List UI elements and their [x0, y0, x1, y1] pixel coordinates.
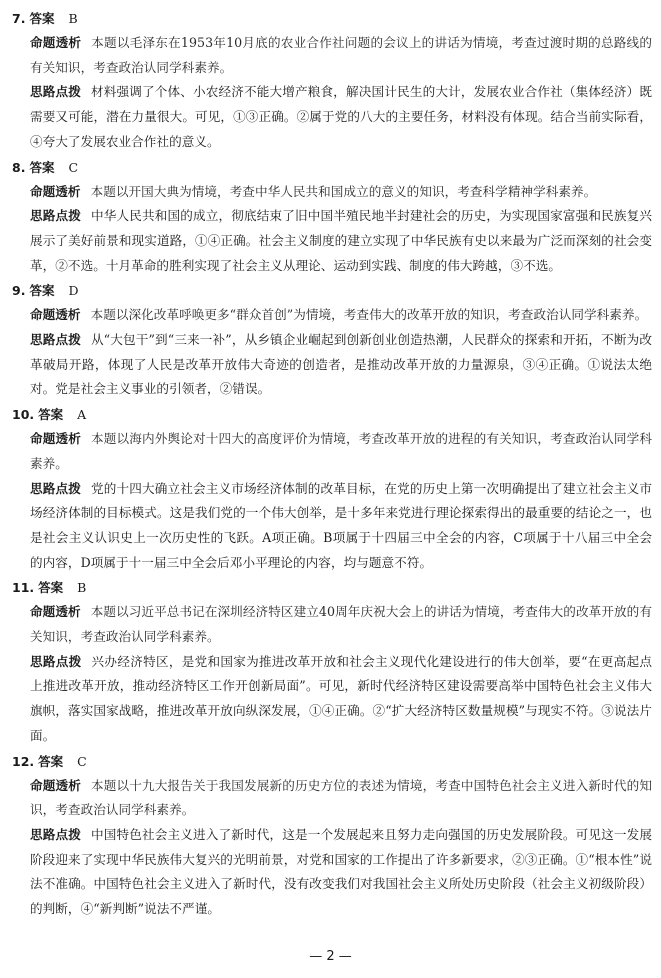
question-block — [12, 749, 652, 922]
answer-value: C — [77, 753, 87, 769]
analysis-text: 本题以海内外舆论对十四大的高度评价为情境，考查改革开放的进程的有关知识，考查政治认同学科素养。 — [30, 431, 653, 471]
answer-label: 答案 — [38, 580, 64, 596]
answer-label: 答案 — [38, 407, 64, 423]
question-block — [12, 575, 652, 748]
tips-label: 思路点拨 — [30, 84, 82, 100]
answer-value: A — [77, 407, 87, 423]
tips-text: 从“大包干”到“三来一补”，从乡镇企业崛起到创新创业创造热潮，人民群众的探索和开拓，不断为改革破局开路，体现了人民是改革开放伟大奇迹的创造者，是推动改革开放的力量源泉，③④正确。①说法太绝对。党是社会主义事业的引领者，②错误。 — [30, 332, 652, 397]
question-number: 10. — [12, 407, 35, 423]
tips-label: 思路点拨 — [30, 653, 82, 669]
answer-value: B — [77, 580, 87, 596]
answer-line — [12, 575, 652, 600]
tips-paragraph — [30, 328, 652, 402]
tips-text: 中华人民共和国的成立，彻底结束了旧中国半殖民地半封建社会的历史，为实现国家富强和民族复兴展示了美好前景和现实道路，①④正确。社会主义制度的建立实现了中华民族有史以来最为广泛而深刻的社会变革，②不选。十月革命的胜利实现了社会主义从理论、运动到实践、制度的伟大跨越，③不选。 — [30, 208, 653, 273]
tips-label: 思路点拨 — [30, 332, 81, 348]
analysis-paragraph — [30, 600, 652, 649]
analysis-label: 命题透析 — [30, 35, 82, 50]
answer-line — [12, 402, 652, 427]
analysis-label: 命题透析 — [30, 777, 82, 793]
analysis-text: 本题以毛泽东在1953年10月底的农业合作社问题的会议上的讲话为情境，考查过渡时期的总路线的有关知识，考查政治认同学科素养。 — [30, 35, 653, 75]
tips-paragraph — [30, 823, 652, 922]
answer-label: 答案 — [29, 159, 55, 175]
question-number: 12. — [12, 753, 35, 769]
tips-label: 思路点拨 — [30, 480, 82, 496]
question-number: 11. — [12, 580, 35, 596]
analysis-label: 命题透析 — [30, 431, 82, 447]
question-number: 9. — [12, 283, 26, 299]
answer-line — [12, 278, 652, 303]
tips-label: 思路点拨 — [30, 826, 82, 842]
answer-list — [12, 6, 652, 922]
answer-label: 答案 — [29, 283, 55, 299]
tips-text: 党的十四大确立社会主义市场经济体制的改革目标，在党的历史上第一次明确提出了建立社会主义市场经济体制的目标模式。这是我们党的一个伟大创举，是十多年来党进行理论探索得出的最重要的结论之一，也是社会主义认识史上一次历史性的飞跃。A项正确。B项属于十四届三中全会的内容，C项属于十八届三中全会的内容，D项属于十一届三中全会后邓小平理论的内容，均与题意不符。 — [30, 480, 653, 570]
analysis-paragraph — [30, 31, 652, 80]
answer-line — [12, 749, 652, 774]
tips-paragraph — [30, 650, 652, 749]
answer-value: C — [68, 159, 79, 175]
analysis-text: 本题以开国大典为情境，考查中华人民共和国成立的意义的知识，考查科学精神学科素养。 — [90, 183, 597, 199]
tips-text: 材料强调了个体、小农经济不能大增产粮食，解决国计民生的大计，发展农业合作社（集体经济）既需要又可能，潜在力量很大。可见，①③正确。②属于党的八大的主要任务，材料没有体现。结合当前实际看，④夸大了发展农业合作社的意义。 — [30, 84, 653, 149]
tips-text: 兴办经济特区，是党和国家为推进改革开放和社会主义现代化建设进行的伟大创举，要“在更高起点上推进改革开放，推动经济特区工作开创新局面”。可见，新时代经济特区建设需要高举中国特色社会主义伟大旗帜，落实国家战略，推进改革开放向纵深发展，①④正确。②“扩大经济特区数量规模”与现实不符。③说法片面。 — [30, 653, 653, 743]
answer-value: B — [68, 11, 78, 26]
page-number: — 2 — — [309, 949, 352, 964]
answer-label: 答案 — [29, 11, 55, 26]
tips-paragraph — [30, 80, 652, 154]
analysis-paragraph — [30, 774, 652, 823]
answer-line — [12, 6, 652, 31]
question-block — [12, 278, 652, 402]
tips-text: 中国特色社会主义进入了新时代，这是一个发展起来且努力走向强国的历史发展阶段。可见这一发展阶段迎来了实现中华民族伟大复兴的光明前景，对党和国家的工作提出了许多新要求，②③正确。①“根本性”说法不准确。中国特色社会主义进入了新时代，没有改变我们对我国社会主义所处历史阶段（社会主义初级阶段）的判断，④“新判断”说法不严谨。 — [30, 826, 653, 917]
tips-paragraph — [30, 477, 652, 576]
analysis-paragraph — [30, 180, 652, 205]
answer-line — [12, 155, 652, 180]
analysis-label: 命题透析 — [30, 604, 81, 620]
tips-label: 思路点拨 — [30, 208, 82, 224]
question-block — [12, 155, 652, 279]
tips-paragraph — [30, 204, 652, 278]
analysis-paragraph — [30, 303, 652, 328]
analysis-label: 命题透析 — [30, 183, 81, 199]
answer-label: 答案 — [38, 753, 64, 769]
question-block — [12, 402, 652, 575]
analysis-text: 本题以习近平总书记在深圳经济特区建立40周年庆祝大会上的讲话为情境，考查伟大的改革开放的有关知识，考查政治认同学科素养。 — [30, 604, 652, 645]
analysis-paragraph — [30, 427, 652, 476]
answer-value: D — [68, 283, 79, 299]
question-block — [12, 6, 652, 155]
analysis-text: 本题以十九大报告关于我国发展新的历史方位的表述为情境，考查中国特色社会主义进入新时代的知识，考查政治认同学科素养。 — [30, 777, 653, 818]
question-number: 8. — [12, 159, 26, 175]
analysis-label: 命题透析 — [30, 307, 81, 323]
question-number: 7. — [12, 11, 26, 26]
analysis-text: 本题以深化改革呼唤更多“群众首创”为情境，考查伟大的改革开放的知识，考查政治认同学科素养。 — [90, 307, 648, 323]
